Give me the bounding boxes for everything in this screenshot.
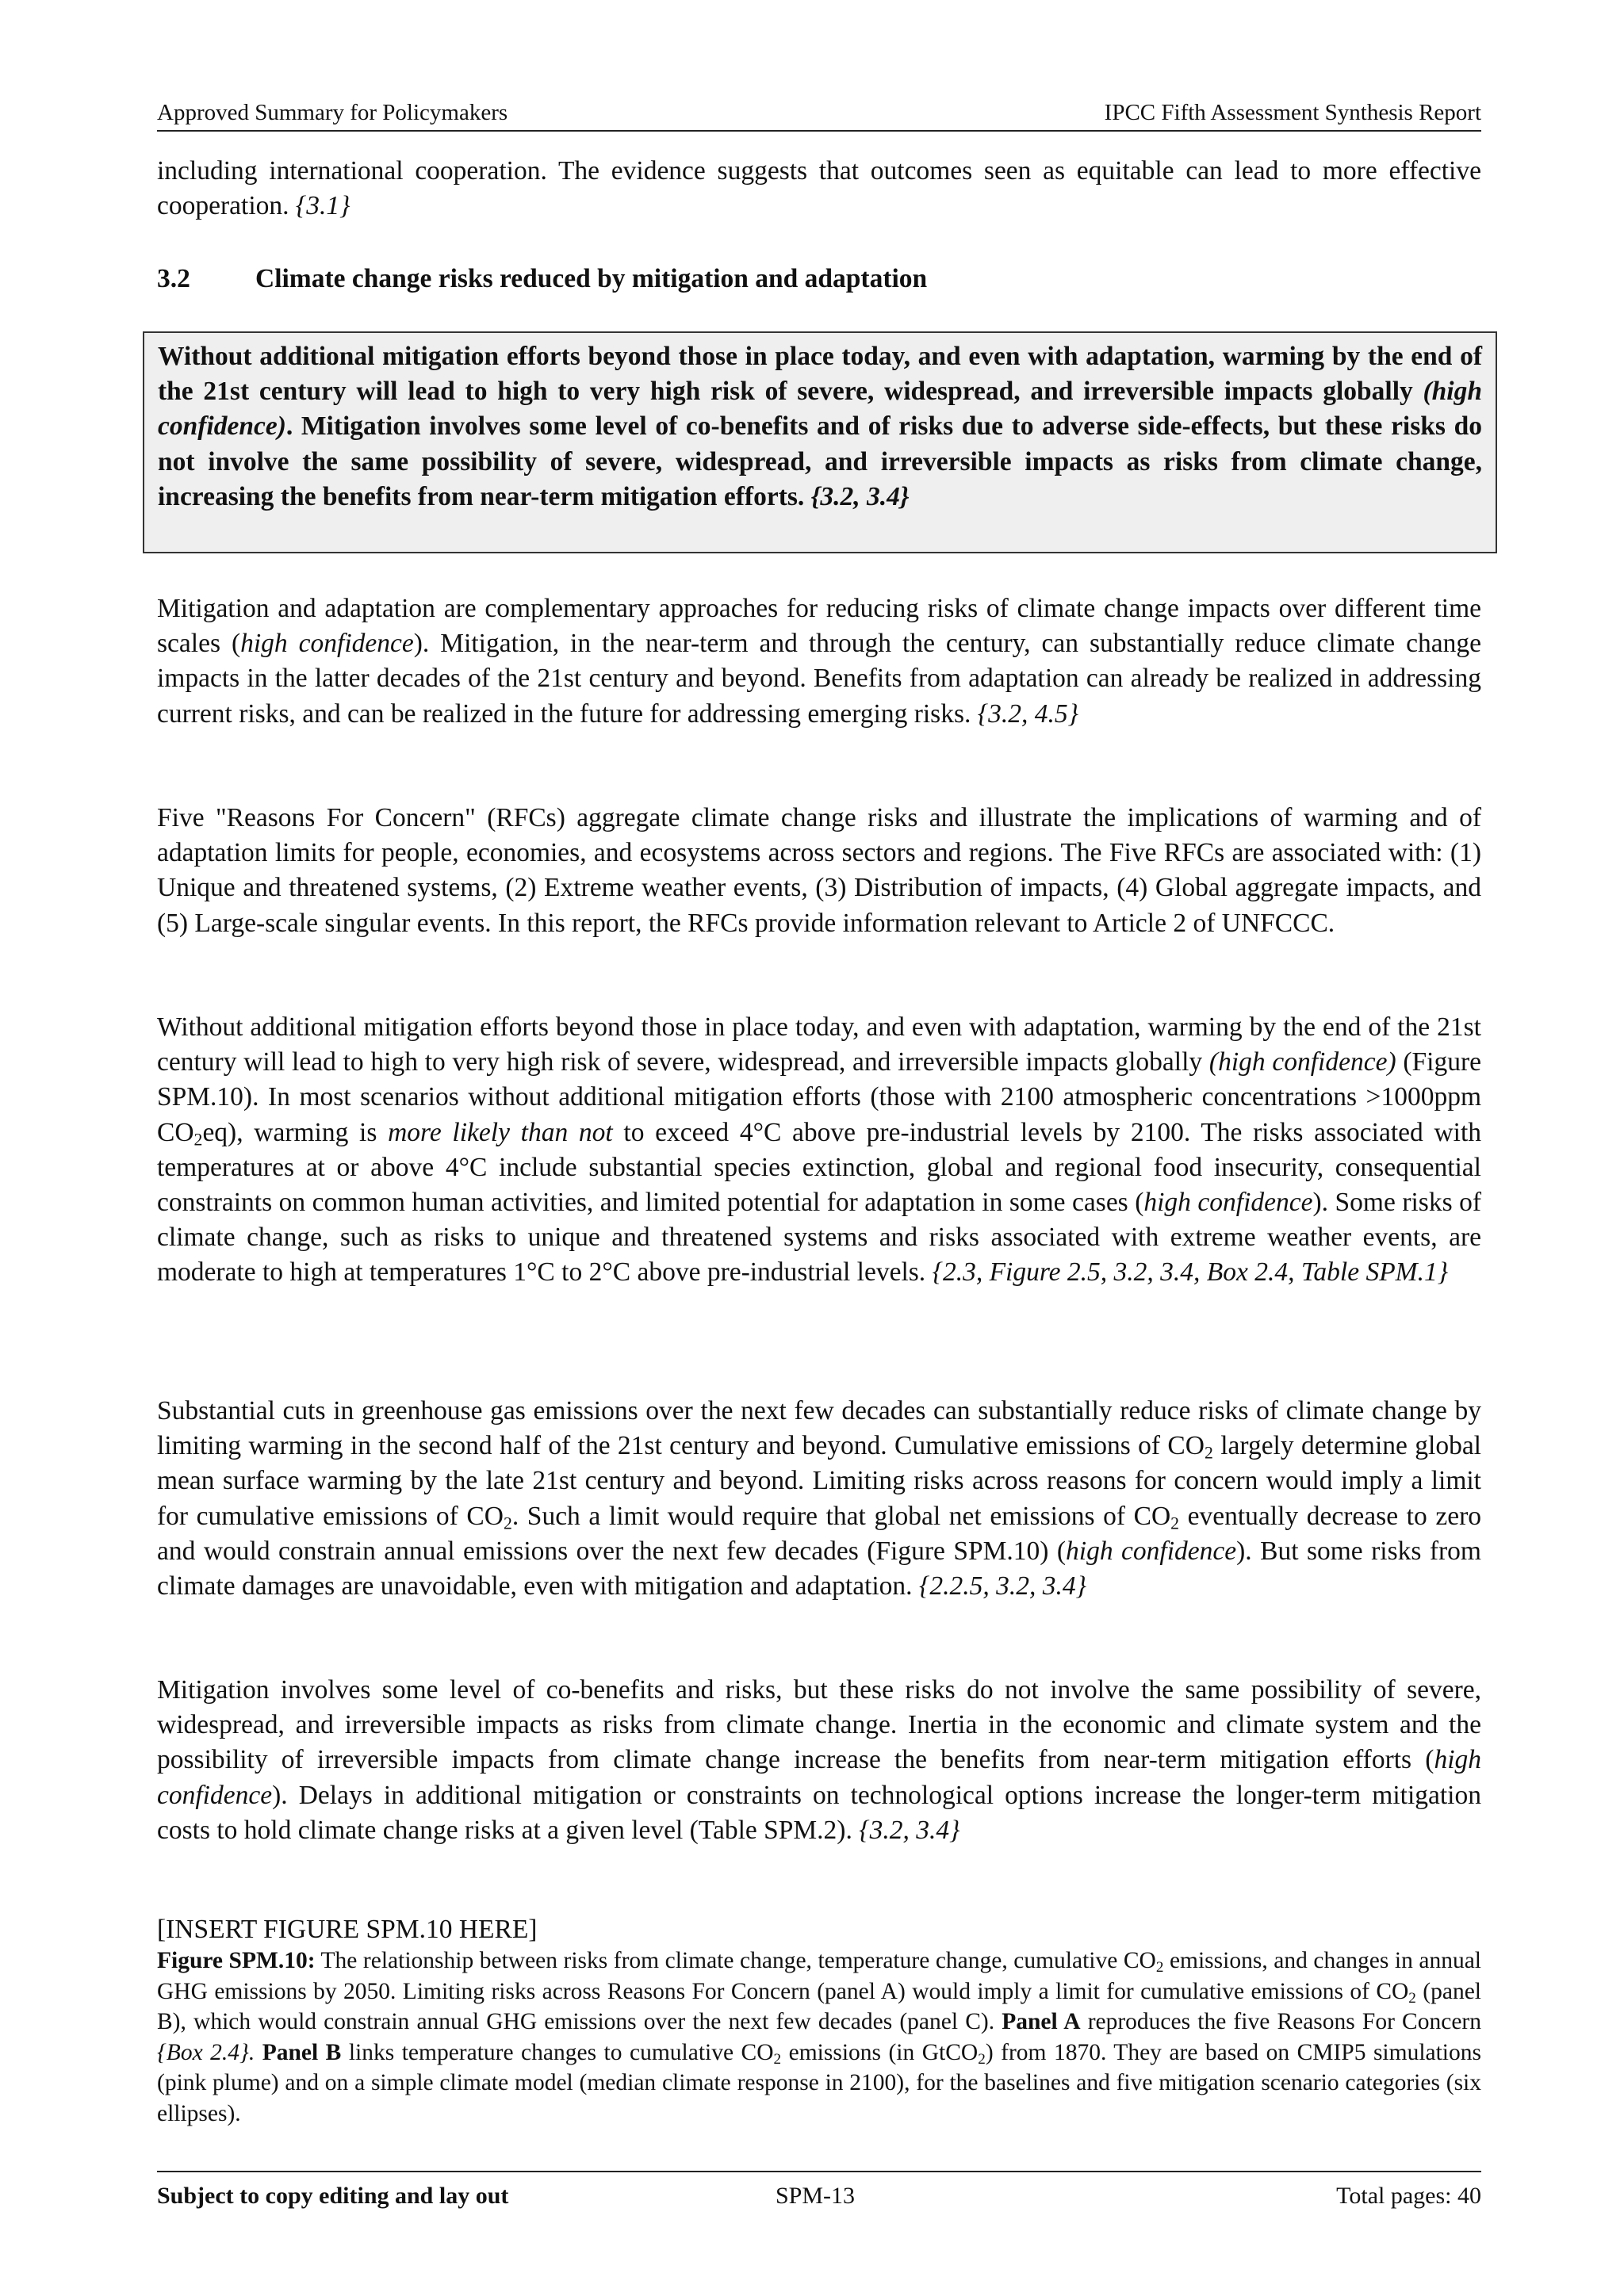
paragraph-1	[157, 591, 1481, 732]
intro-reference: {3.1}	[295, 191, 350, 221]
p4-subscript-1: 2	[1204, 1443, 1213, 1463]
caption-text-b: emissions, and changes in annual GHG emissions by 2050. Limiting risks across Reasons For Concern (panel A) would imply a limit for cumulative emissions of CO	[157, 1948, 1481, 2004]
caption-text-e	[255, 2040, 262, 2065]
paragraph-2	[157, 801, 1481, 941]
box-reference: {3.2, 3.4}	[810, 481, 910, 511]
caption-text-d: reproduces the five Reasons For Concern	[1080, 2009, 1481, 2034]
p4-text-d: eventually decrease to zero and would constrain annual emissions over the next few decades (Figure SPM.10) (	[157, 1501, 1481, 1566]
footer-total-pages: Total pages: 40	[1336, 2183, 1481, 2209]
p5-text-a: Mitigation involves some level of co-benefits and risks, but these risks do not involve the same possibility of severe, widespread, and irreversible impacts as risks from climate change. Inertia in the economic and climate system and the possibility of irreversible impacts from climate change increase the benefits from near-term mitigation efforts (	[157, 1675, 1481, 1775]
p4-text-e: ). But some risks from climate damages are unavoidable, even with mitigation and adaptation.	[157, 1536, 1481, 1601]
caption-text-a: The relationship between risks from climate change, temperature change, cumulative CO	[315, 1948, 1156, 1973]
p3-text-c: eq), warming is	[202, 1117, 389, 1147]
section-heading	[157, 262, 927, 297]
caption-text-f: links temperature changes to cumulative CO	[341, 2039, 774, 2065]
box-text-2: . Mitigation involves some level of co-benefits and of risks due to adverse side-effects, but these risks do not involve the same possibility of severe, widespread, and irreversible impacts as risks from climate change, increasing the benefits from near-term mitigation efforts.	[158, 411, 1482, 511]
p1-reference: {3.2, 4.5}	[977, 698, 1079, 729]
caption-text-c: (panel B), which would constrain annual GHG emissions over the next few decades (panel C).	[157, 1978, 1481, 2034]
page-header	[157, 97, 1481, 132]
p1-confidence: high confidence	[240, 629, 414, 659]
p4-text-c: . Such a limit would require that global net emissions of CO	[511, 1501, 1171, 1531]
p5-text-b: ). Delays in additional mitigation or constraints on technological options increase the longer-term mitigation costs to hold climate change risks at a given level (Table SPM.2).	[157, 1780, 1481, 1845]
p3-confidence-2: high confidence	[1143, 1188, 1313, 1218]
p4-text-b: largely determine global mean surface warming by the late 21st century and beyond. Limiting risks across reasons for concern would imply a limit for cumulative emissions of CO	[157, 1431, 1481, 1531]
header-left: Approved Summary for Policymakers	[157, 100, 508, 125]
section-title: Climate change risks reduced by mitigation and adaptation	[255, 264, 928, 293]
caption-panel-b: Panel B	[262, 2039, 342, 2065]
paragraph-4	[157, 1394, 1481, 1604]
p4-subscript-2: 2	[503, 1513, 512, 1533]
p3-text-d: to exceed 4°C above pre-industrial levels by 2100. The risks associated with temperatures at or above 4°C include substantial species extinction, global and regional food insecurity, consequential constraints on common human activities, and limited potential for adaptation in some cases (	[157, 1117, 1482, 1218]
p4-text-a: Substantial cuts in greenhouse gas emissions over the next few decades can substantially reduce risks of climate change by limiting warming in the second half of the 21st century and beyond. Cumulative emissions of CO	[157, 1396, 1481, 1461]
footer-left: Subject to copy editing and lay out	[157, 2183, 509, 2209]
p3-text-e: ). Some risks of climate change, such as risks to unique and threatened systems and risks associated with extreme weather events, are moderate to high at temperatures 1°C to 2°C above pre-industrial levels.	[157, 1188, 1482, 1288]
caption-subscript-3: 2	[773, 2050, 782, 2068]
caption-subscript-1: 2	[1155, 1958, 1164, 1976]
p5-confidence: high confidence	[157, 1745, 1481, 1810]
figure-caption	[157, 1946, 1481, 2129]
intro-text: including international cooperation. The evidence suggests that outcomes seen as equitable can lead to more effective cooperation.	[157, 156, 1481, 221]
p3-likelihood: more likely than not	[388, 1117, 613, 1147]
caption-subscript-4: 2	[978, 2050, 986, 2068]
header-right: IPCC Fifth Assessment Synthesis Report	[1104, 100, 1481, 125]
p3-text-b: (Figure SPM.10). In most scenarios without additional mitigation efforts (those with 2100 atmospheric concentrations >1000ppm CO	[157, 1047, 1482, 1147]
box-confidence: (high confidence)	[158, 377, 1482, 442]
p4-confidence: high confidence	[1066, 1536, 1237, 1566]
p5-reference: {3.2, 3.4}	[859, 1815, 960, 1845]
caption-text-g: emissions (in GtCO	[781, 2039, 979, 2065]
page-footer	[157, 2171, 1481, 2209]
figure-label: Figure SPM.10:	[157, 1948, 316, 1973]
p1-text-b: ). Mitigation, in the near-term and through the century, can substantially reduce climate change impacts in the latter decades of the 21st century and beyond. Benefits from adaptation can already be realized in addressing current risks, and can be realized in the future for addressing emerging risks.	[157, 629, 1481, 729]
p1-text-a: Mitigation and adaptation are complementary approaches for reducing risks of climate change impacts over different time scales (	[157, 594, 1481, 659]
paragraph-3	[157, 1010, 1481, 1291]
caption-box-reference: {Box 2.4}.	[157, 2039, 255, 2065]
p3-reference: {2.3, Figure 2.5, 3.2, 3.4, Box 2.4, Table SPM.1}	[932, 1257, 1449, 1288]
headline-statement-box	[143, 331, 1497, 553]
p3-text-a: Without additional mitigation efforts beyond those in place today, and even with adaptation, warming by the end of the 21st century will lead to high to very high risk of severe, widespread, and irreversible impacts globally	[157, 1012, 1481, 1077]
figure-insert-placeholder: [INSERT FIGURE SPM.10 HERE]	[157, 1915, 538, 1944]
footer-page-number: SPM-13	[776, 2183, 856, 2209]
caption-panel-a: Panel A	[1002, 2009, 1081, 2034]
p2-text: Five "Reasons For Concern" (RFCs) aggregate climate change risks and illustrate the implications of warming and of adaptation limits for people, economies, and ecosystems across sectors and regions. The Five RFCs are associated with: (1) Unique and threatened systems, (2) Extreme weather events, (3) Distribution of impacts, (4) Global aggregate impacts, and (5) Large-scale singular events. In this report, the RFCs provide information relevant to Article 2 of UNFCCC.	[157, 803, 1481, 938]
paragraph-5	[157, 1673, 1481, 1848]
caption-text-h: ) from 1870. They are based on CMIP5 simulations (pink plume) and on a simple climate model (median climate response in 2100), for the baselines and five mitigation scenario categories (six ellipses).	[157, 2039, 1481, 2126]
p4-subscript-3: 2	[1170, 1513, 1180, 1533]
p4-reference: {2.2.5, 3.2, 3.4}	[918, 1571, 1086, 1601]
p3-subscript: 2	[193, 1130, 203, 1150]
section-number: 3.2	[157, 264, 190, 293]
intro-paragraph	[157, 154, 1481, 224]
box-text-1: Without additional mitigation efforts beyond those in place today, and even with adaptation, warming by the end of the 21st century will lead to high to very high risk of severe, widespread, and irreversible impacts globally	[158, 342, 1482, 407]
caption-subscript-2: 2	[1408, 1989, 1416, 2007]
p3-confidence-1: (high confidence)	[1208, 1047, 1396, 1077]
